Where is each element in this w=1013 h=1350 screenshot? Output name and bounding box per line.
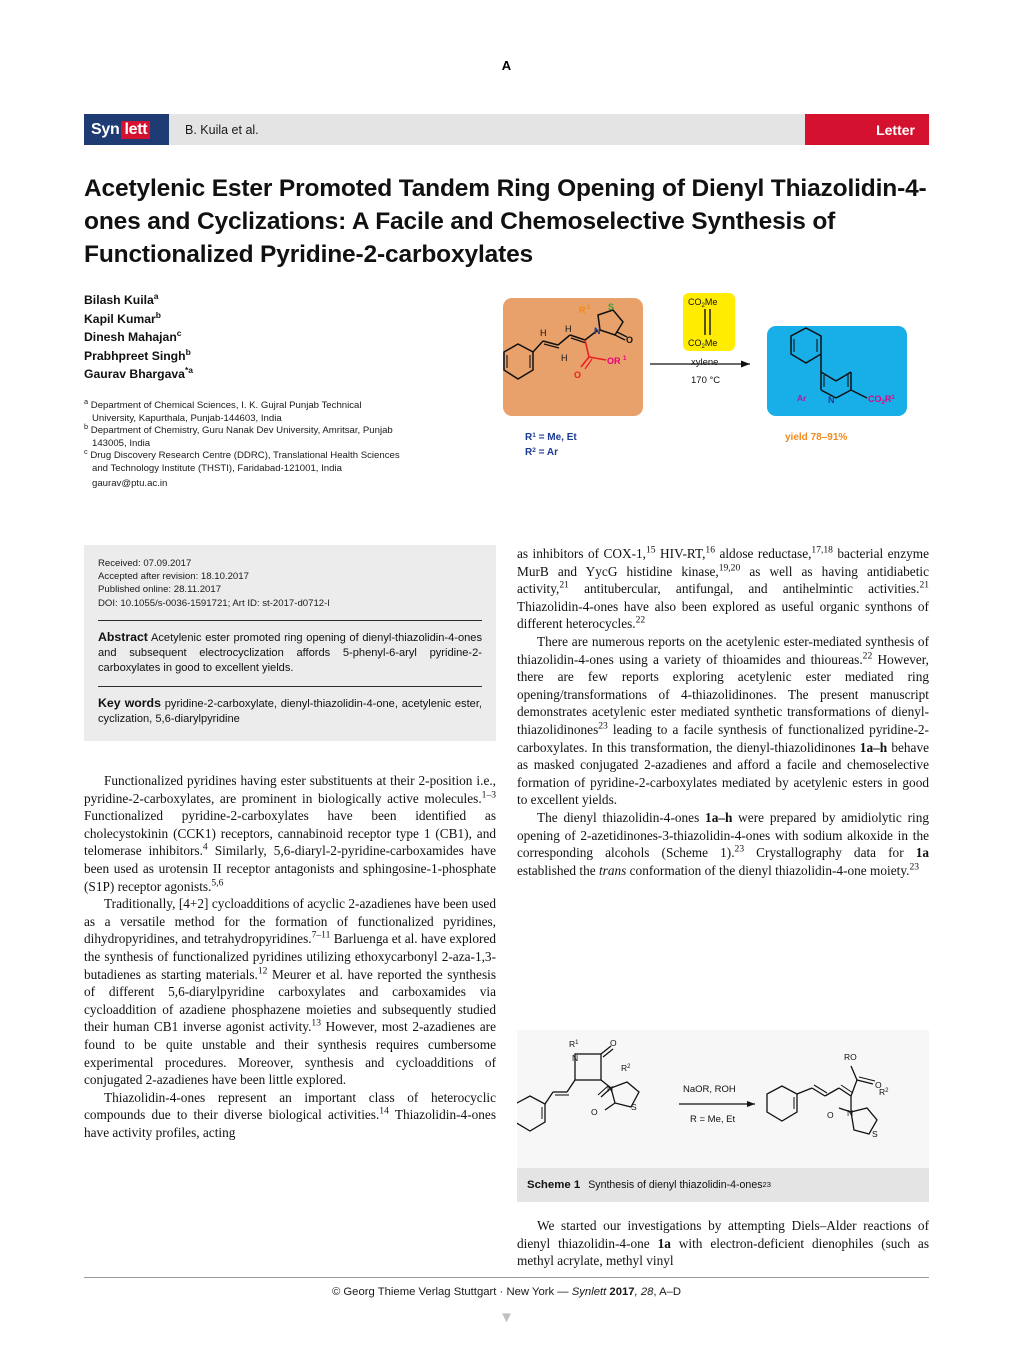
text-run: Thiazolidin-4-ones have also been explored as useful organic synthons of different heterocycles.	[517, 598, 929, 632]
citation-ref: 23	[734, 843, 745, 855]
affiliation-mark: b	[84, 422, 89, 431]
document-type-badge: Letter	[805, 114, 929, 145]
affiliation-text: Department of Chemistry, Guru Nanak Dev University, Amritsar, Punjab 143005, India	[90, 425, 393, 449]
scheme-n-label-1: N	[572, 1053, 579, 1063]
temperature-label: 170 °C	[691, 375, 721, 386]
author-mark: b	[185, 346, 191, 357]
keywords-text: pyridine-2-carboxylate, dienyl-thiazolidin-4-one, acetylenic ester, cyclization, 5,6-diarylpyridine	[98, 697, 482, 725]
ring-s-label: S	[608, 302, 615, 312]
scheme-reagent-line-1: NaOR, ROH	[683, 1084, 736, 1095]
compound-label: 1a	[657, 1235, 671, 1251]
article-dates	[98, 557, 482, 610]
citation-ref: 22	[862, 650, 873, 662]
abstract-section	[98, 630, 482, 676]
citation-ref: 7–11	[311, 929, 331, 941]
affiliation-list	[84, 396, 402, 490]
text-run: aldose reductase,	[714, 546, 812, 561]
text-run: bacterial enzyme MurB and YycG histidine kinase,	[517, 546, 929, 579]
paragraph	[517, 633, 929, 809]
text-run: However, most 2-azadienes are found to be quite unstable and their synthesis requires cumbersome experimental procedures. Moreover, synthesis and cycloadditions of conjugated 2-azadienes have been little explored.	[84, 1019, 496, 1088]
text-run: Traditionally, [4+2] cycloadditions of acyclic 2-azadienes have been used as a versatile method for the formation of functionalized pyridines, dihydropyridines, and tetrahydropyridines.	[84, 896, 496, 947]
scheme-o-label-2: O	[591, 1107, 598, 1117]
or1-superscript: 1	[623, 356, 627, 362]
scheme-reagent-line-2: R = Me, Et	[690, 1114, 736, 1125]
author-name: Kapil Kumar	[84, 311, 156, 326]
abstract-text: Acetylenic ester promoted ring opening of dienyl-thiazolidin-4-ones and subsequent electrocyclization affords 5-phenyl-6-aryl pyridine-2-carboxylates in good to excellent yields.	[98, 631, 482, 674]
solvent-label: xylene	[691, 357, 719, 368]
citation-ref: 23	[598, 720, 608, 732]
page-letter: A	[501, 58, 512, 73]
paragraph	[84, 895, 496, 1089]
reagent-bottom-label: $CO_2Me$	[688, 338, 718, 350]
citation-ref: 15	[646, 544, 656, 556]
footer-volume: , 28	[634, 1286, 654, 1298]
citation-ref: 12	[257, 965, 268, 977]
scheme-1-caption-text: Synthesis of dienyl thiazolidin-4-ones	[588, 1179, 763, 1191]
affiliation-item	[84, 396, 402, 425]
compound-label: 1a–h	[705, 809, 733, 825]
author-mark: *a	[184, 364, 193, 375]
logo-syn-text: Syn	[91, 120, 120, 138]
r2-label: R	[579, 305, 586, 315]
footer-year: 2017	[606, 1286, 635, 1298]
compound-label: 1a	[915, 845, 930, 861]
text-run: We started our investigations by attempting Diels–Alder reactions of dienyl thiazolidin-4-one	[517, 1218, 929, 1251]
scheme-1-label: Scheme 1	[527, 1179, 581, 1191]
citation-ref: 13	[311, 1017, 321, 1029]
scheme-ro-label: RO	[844, 1052, 857, 1062]
graphical-abstract-svg	[495, 288, 935, 478]
paragraph	[517, 1217, 929, 1270]
citation-ref: 16	[705, 544, 715, 556]
affiliation-text: Department of Chemical Sciences, I. K. Gujral Punjab Technical University, Kapurthala, Punjab-144603, India	[90, 400, 362, 424]
citation-ref: 23	[909, 861, 919, 873]
scheme-o-label-4: O	[827, 1110, 834, 1120]
author-item	[84, 310, 414, 329]
yield-label: yield 78–91%	[785, 432, 848, 443]
text-run: However, there are few reports exploring acetylenic ester mediated ring opening/transformations of 4-thiazolidinones. The present manuscript demonstrates acetylenic ester mediated synthetic transformations of dienyl-thiazolidinones	[517, 651, 929, 737]
corresponding-email[interactable]: gaurav@ptu.ac.in	[92, 477, 168, 489]
author-item	[84, 347, 414, 366]
author-name: Bilash Kuila	[84, 293, 154, 307]
text-run: leading to a facile synthesis of functionalized pyridine-2-carboxylates. In this transformation, the dienyl-thiazolidinones	[517, 721, 929, 755]
scheme-1-caption: Scheme 1 Synthesis of dienyl thiazolidin-4-ones 23	[517, 1168, 929, 1202]
scheme-n-label-3: N	[847, 1108, 854, 1118]
text-run: as well as having antidiabetic activity,	[517, 563, 929, 597]
text-run: Barluenga et al. have explored the synthesis of functionalized pyridines utilizing ethoxycarbonyl 2-aza-1,3-butadienes as starting materials.	[84, 931, 496, 982]
author-item	[84, 328, 414, 347]
text-run: Meurer et al. have reported the synthesis of different 5,6-diarylpyridine carboxylates and carboxamides via cycloaddition of azadiene phosphazene moieties and subsequently studied their human CB1 inverse agonist activity.	[84, 966, 497, 1035]
affiliation-mark: a	[84, 396, 89, 406]
graphical-abstract	[495, 288, 935, 478]
scheme-1-figure	[517, 1030, 929, 1202]
accepted-date: Accepted after revision: 18.10.2017	[98, 571, 249, 583]
scheme-1-artwork	[517, 1030, 929, 1168]
text-run: Thiazolidin-4-ones represent an important class of heterocyclic compounds due to their diverse biological activities.	[84, 1089, 496, 1123]
body-column-left	[84, 772, 496, 1141]
divider	[98, 686, 482, 687]
reactant-panel	[503, 298, 643, 416]
scheme-arrow	[679, 1101, 755, 1107]
affiliation-item	[84, 422, 402, 450]
italic-term: trans	[598, 862, 627, 878]
ring-n-label: N	[594, 326, 601, 336]
page-break-marker: ▼	[499, 1309, 514, 1326]
text-run: Functionalized pyridine-2-carboxylates have been identified as cholecystokinin (CCK1) receptors, cannabinoid receptor type 1 (CB1), and telomerase inhibitors.	[84, 808, 496, 859]
citation-ref: 19,20	[718, 562, 741, 574]
citation-ref: 1–3	[481, 789, 496, 801]
dienyl-thiazolidinone-structure	[767, 1066, 877, 1134]
text-run: conformation of the dienyl thiazolidin-4-one moiety.	[626, 862, 910, 878]
citation-ref: 22	[635, 614, 646, 626]
scheme-r2-label-2: $R^2$	[879, 1087, 889, 1097]
keywords-section	[98, 696, 482, 727]
product-n-label: N	[828, 395, 835, 405]
journal-logo[interactable]	[84, 114, 169, 145]
scheme-o-label-3: O	[875, 1080, 882, 1090]
author-name: Prabhpreet Singh	[84, 348, 186, 363]
author-item	[84, 365, 414, 384]
or1-label: OR	[607, 356, 621, 366]
citation-ref: 17,18	[811, 544, 833, 556]
product-ar-label: Ar	[797, 393, 807, 403]
text-run: behave as masked conjugated 2-azadienes and afford a facile and chemoselective formation of pyridine-2-carboxylates mediated by acetylenic esters in good to excellent yields.	[517, 739, 929, 808]
scheme-1-svg	[517, 1030, 929, 1168]
affiliation-text: Drug Discovery Research Centre (DDRC), Translational Health Sciences and Technology Institute (THSTI), Faridabad-121001, India	[90, 450, 400, 474]
running-head-authors: B. Kuila et al.	[169, 114, 805, 145]
substituent-2-label: $R^2 = Ar$	[525, 447, 558, 458]
author-mark: b	[155, 309, 161, 320]
text-run: Similarly, 5,6-diaryl-2-pyridine-carboxamides have been used as urotensin II receptor antagonists and sphingosine-1-phosphate (S1P) receptor agonists.	[84, 843, 496, 894]
author-name: Dinesh Mahajan	[84, 330, 177, 344]
text-run: were prepared by amidiolytic ring opening of 2-azetidinones-3-thiazolidin-4-ones with sodium alkoxide in the corresponding alcohols (Scheme 1).	[517, 809, 929, 861]
author-item	[84, 291, 414, 310]
footer-divider	[84, 1277, 929, 1278]
divider	[98, 620, 482, 621]
paragraph	[517, 809, 929, 879]
page-title: Acetylenic Ester Promoted Tandem Ring Opening of Dienyl Thiazolidin-4-ones and Cyclizations: A Facile and Chemoselective Synthesis of Functionalized Pyridine-2-carboxylates	[84, 175, 927, 268]
body-column-right-continued	[517, 1217, 929, 1270]
published-date: Published online: 28.11.2017	[98, 584, 222, 596]
text-run: established the	[517, 862, 599, 878]
citation-ref: 21	[919, 579, 929, 591]
text-run: Crystallography data for	[744, 845, 916, 861]
h-label-2: H	[540, 328, 547, 338]
logo-lett-text: lett	[121, 121, 150, 139]
text-run: Thiazolidin-4-ones have activity profiles, acting	[84, 1107, 496, 1140]
doi-line[interactable]: DOI: 10.1055/s-0036-1591721; Art ID: st-2017-d0712-l	[98, 597, 330, 609]
r2-superscript: 2	[587, 305, 591, 311]
scheme-o-label-1: O	[610, 1038, 617, 1048]
substituent-1-label: $R^1 = Me$, Et	[525, 432, 577, 443]
text-run: HIV-RT,	[655, 546, 706, 561]
text-run: There are numerous reports on the acetylenic ester-mediated synthesis of thiazolidin-4-ones using a variety of thioamides and thioureas.	[517, 633, 929, 667]
paragraph	[84, 772, 496, 895]
ester-o-label: O	[574, 370, 582, 380]
body-column-right	[517, 545, 929, 879]
scheme-s-label-1: S	[631, 1102, 637, 1112]
citation-ref: 4	[202, 841, 208, 853]
product-co2r1-label: $CO_2R^1$	[868, 394, 895, 406]
author-name: Gaurav Bhargava	[84, 367, 185, 381]
text-run: Functionalized pyridines having ester substituents at their 2-position i.e., pyridine-2-carboxylates, are prominent in biologically active molecules.	[84, 773, 496, 806]
affiliation-item	[84, 447, 402, 475]
text-run: antitubercular, antifungal, and antihelmintic activities.	[568, 581, 920, 597]
received-date: Received: 07.09.2017	[98, 558, 192, 569]
abstract-label: Abstract	[98, 629, 148, 644]
author-mark: a	[153, 290, 159, 301]
citation-ref: 14	[379, 1105, 389, 1117]
text-run: as inhibitors of COX-1,	[517, 546, 647, 561]
scheme-r2-label-1: $R^2$	[621, 1063, 631, 1073]
scheme-s-label-2: S	[872, 1129, 878, 1139]
footer-journal: Synlett	[571, 1286, 607, 1298]
compound-label: 1a–h	[859, 739, 888, 755]
scheme-n-label-2: N	[607, 1084, 614, 1094]
affiliation-mark: c	[84, 447, 88, 457]
h-label-3: H	[561, 353, 568, 363]
paragraph	[84, 1089, 496, 1142]
running-head	[84, 114, 929, 145]
text-run: The dienyl thiazolidin-4-ones	[537, 809, 706, 825]
text-run: with electron-deficient dienophiles (such as methyl acrylate, methyl vinyl	[517, 1235, 929, 1269]
citation-ref: 5,6	[211, 877, 224, 889]
h-label-1: H	[565, 324, 572, 334]
footer	[0, 1286, 1013, 1298]
footer-copyright: © Georg Thieme Verlag Stuttgart · New York —	[331, 1286, 572, 1298]
article-info-box	[84, 545, 496, 741]
paragraph	[517, 545, 929, 633]
scheme-r1-label: $R^1$	[569, 1039, 579, 1049]
author-list	[84, 291, 414, 384]
citation-ref: 21	[559, 579, 569, 591]
footer-pages: , A–D	[653, 1286, 682, 1298]
author-mark: c	[176, 327, 182, 338]
reagent-top-label: $CO_2Me$	[688, 297, 718, 309]
keywords-label: Key words	[98, 695, 161, 710]
ring-o-label: O	[626, 335, 634, 345]
